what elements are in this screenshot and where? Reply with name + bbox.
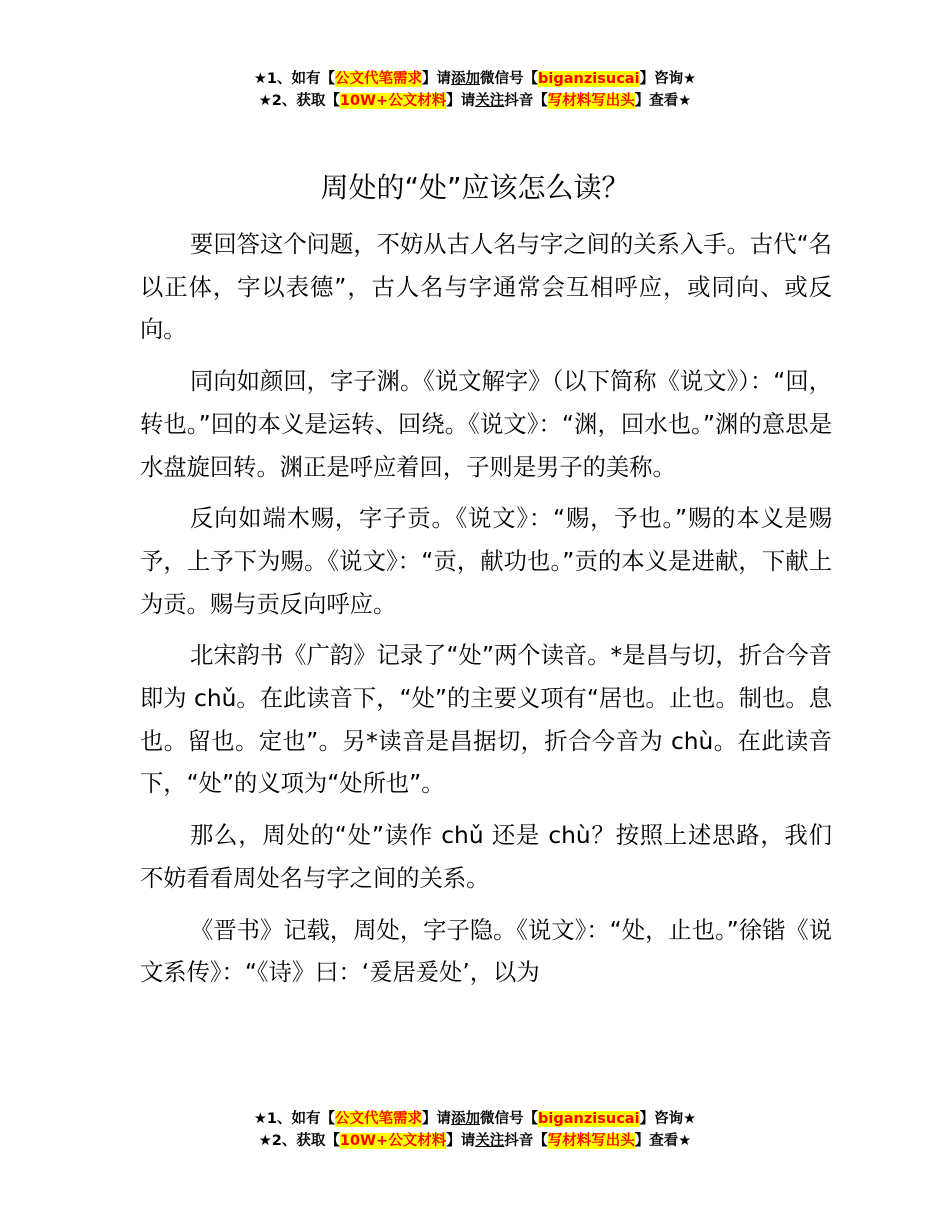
promo-emphasis: 添加 xyxy=(451,71,481,87)
promo-text: 】查看★ xyxy=(634,1133,692,1149)
promo-text: 】查看★ xyxy=(634,93,692,109)
promo-highlight: 公文代笔需求 xyxy=(335,1111,423,1127)
promo-highlight: 10W+公文材料 xyxy=(339,1133,447,1149)
page-title: 周处的“处”应该怎么读？ xyxy=(320,171,630,204)
promo-emphasis: 添加 xyxy=(451,1111,481,1127)
promo-highlight: 写材料写出头 xyxy=(547,93,635,109)
article-body xyxy=(140,224,832,1004)
promo-text: ★1、如有【 xyxy=(253,71,336,87)
promo-text: 】请 xyxy=(446,93,476,109)
paragraph: 《晋书》记载，周处，字子隐。《说文》：“处，止也。”徐锴《说文系传》：“《诗》曰：‘爰居爰处’，以为 xyxy=(140,916,832,987)
promo-text: 】咨询★ xyxy=(639,71,697,87)
promo-text: 微信号【 xyxy=(480,71,539,87)
promo-text: 】请 xyxy=(422,1111,452,1127)
promo-text: ★1、如有【 xyxy=(253,1111,336,1127)
promo-line-2 xyxy=(0,1130,950,1152)
paragraph: 那么，周处的“处”读作 chǔ 还是 chù？按照上述思路，我们不妨看看周处名与字之间的关系。 xyxy=(140,822,832,892)
promo-text: 】请 xyxy=(446,1133,476,1149)
promo-line-1 xyxy=(0,68,950,90)
promo-highlight: 公文代笔需求 xyxy=(335,71,423,87)
promo-line-1 xyxy=(0,1108,950,1130)
promo-highlight: 10W+公文材料 xyxy=(339,93,447,109)
footer-promo-banner xyxy=(0,1108,950,1152)
promo-text: 微信号【 xyxy=(480,1111,539,1127)
promo-highlight: biganzisucai xyxy=(538,71,640,87)
promo-text: ★2、获取【 xyxy=(258,1133,340,1149)
promo-highlight: 写材料写出头 xyxy=(547,1133,635,1149)
promo-highlight: biganzisucai xyxy=(538,1111,640,1127)
paragraph: 北宋韵书《广韵》记录了“处”两个读音。*是昌与切，折合今音即为 chǔ。在此读音下，“处”的主要义项有“居也。止也。制也。息也。留也。定也”。另*读音是昌据切，折合今音为 chù。在此读音下，“处”的义项为“处所也”。 xyxy=(140,642,832,798)
promo-text: 抖音【 xyxy=(504,93,548,109)
promo-text: 】请 xyxy=(422,71,452,87)
header-promo-banner xyxy=(0,68,950,112)
promo-text: 】咨询★ xyxy=(639,1111,697,1127)
paragraph: 同向如颜回，字子渊。《说文解字》（以下简称《说文》）：“回，转也。”回的本义是运转、回绕。《说文》：“渊，回水也。”渊的意思是水盘旋回转。渊正是呼应着回，子则是男子的美称。 xyxy=(140,368,832,481)
promo-emphasis: 关注 xyxy=(475,93,505,109)
promo-text: ★2、获取【 xyxy=(258,93,340,109)
paragraph: 反向如端木赐，字子贡。《说文》：“赐，予也。”赐的本义是赐予，上予下为赐。《说文》：“贡，献功也。”贡的本义是进献，下献上为贡。赐与贡反向呼应。 xyxy=(140,505,832,618)
promo-line-2 xyxy=(0,90,950,112)
promo-emphasis: 关注 xyxy=(475,1133,505,1149)
promo-text: 抖音【 xyxy=(504,1133,548,1149)
paragraph: 要回答这个问题，不妨从古人名与字之间的关系入手。古代“名以正体，字以表德”，古人名与字通常会互相呼应，或同向、或反向。 xyxy=(140,231,832,344)
